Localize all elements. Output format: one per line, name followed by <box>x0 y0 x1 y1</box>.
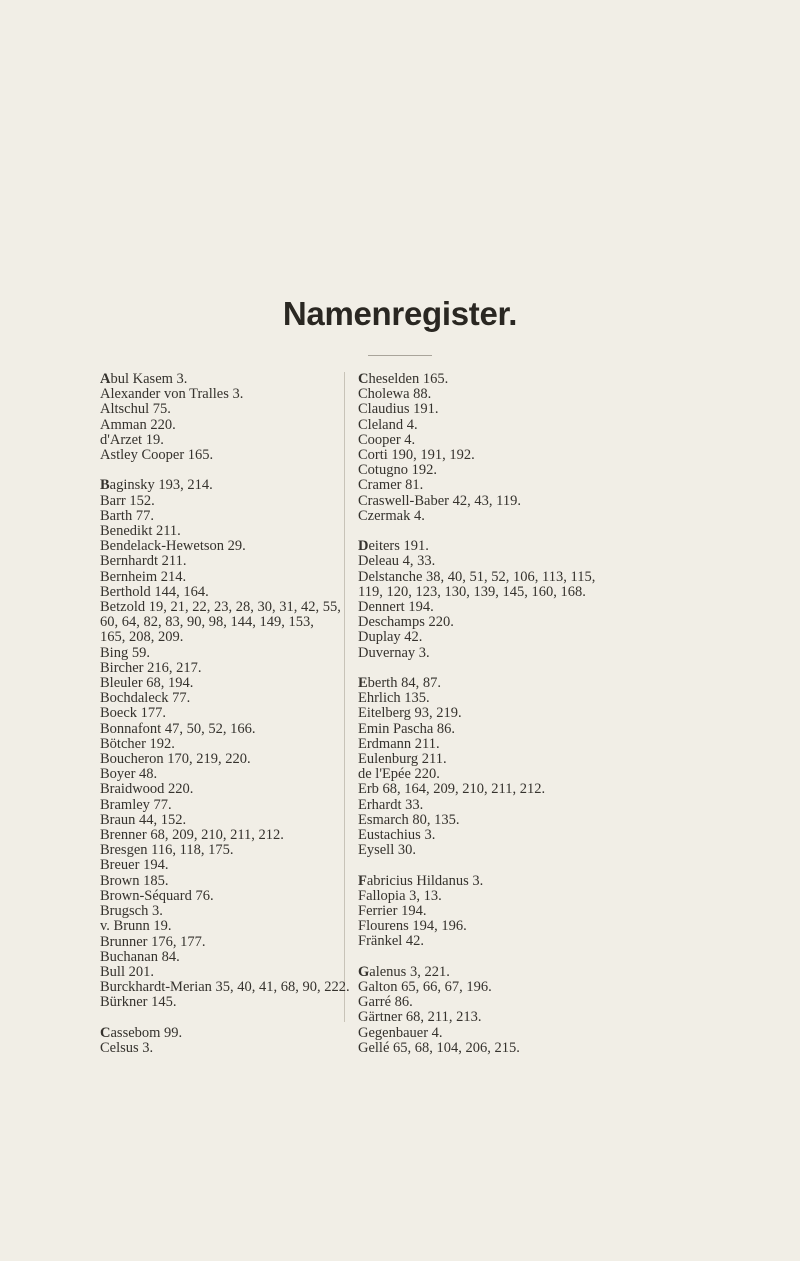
index-entry: Bing 59. <box>100 644 150 661</box>
index-entry: Delstanche 38, 40, 51, 52, 106, 113, 115, <box>358 568 596 585</box>
index-entry: Cheselden 165. <box>358 371 449 387</box>
index-entry: Cholewa 88. <box>358 386 432 403</box>
index-entry: Claudius 191. <box>358 401 439 418</box>
index-entry: Corti 190, 191, 192. <box>358 447 475 464</box>
index-entry: Deschamps 220. <box>358 614 454 631</box>
index-entry: Buchanan 84. <box>100 948 180 965</box>
letter-initial: F <box>358 872 367 889</box>
index-entry: Galton 65, 66, 67, 196. <box>358 979 492 996</box>
letter-initial: D <box>358 538 369 555</box>
index-entry: Celsus 3. <box>100 1039 154 1056</box>
letter-initial: G <box>358 963 370 980</box>
index-letter-group <box>100 1026 345 1056</box>
index-entry: Benedikt 211. <box>100 523 181 540</box>
index-entry: Brugsch 3. <box>100 903 163 920</box>
index-entry: Brown 185. <box>100 872 169 889</box>
index-entry: Bernheim 214. <box>100 568 187 585</box>
index-column-left <box>100 371 350 1071</box>
index-entry: Berthold 144, 164. <box>100 583 209 600</box>
index-entry: Bernhardt 211. <box>100 553 187 570</box>
index-entry: Gegenbauer 4. <box>358 1024 443 1041</box>
index-entry: Breuer 194. <box>100 857 169 874</box>
letter-initial: E <box>358 675 368 692</box>
index-letter-group <box>358 539 703 661</box>
index-entry: Barth 77. <box>100 507 154 524</box>
index-entry: Cleland 4. <box>358 416 418 433</box>
index-entry: Burckhardt-Merian 35, 40, 41, 68, 90, 222. <box>100 979 350 996</box>
index-entry: Bötcher 192. <box>100 735 175 752</box>
index-entry: Duplay 42. <box>358 629 423 646</box>
index-entry: Brown-Séquard 76. <box>100 887 214 904</box>
index-entry: Gärtner 68, 211, 213. <box>358 1009 482 1026</box>
index-entry: Bendelack-Hewetson 29. <box>100 538 246 555</box>
index-entry: de l'Epée 220. <box>358 766 440 783</box>
index-entry: Gellé 65, 68, 104, 206, 215. <box>358 1039 520 1056</box>
index-entry: 60, 64, 82, 83, 90, 98, 144, 149, 153, <box>100 614 314 631</box>
index-entry: Craswell-Baber 42, 43, 119. <box>358 492 521 509</box>
index-entry: Bonnafont 47, 50, 52, 166. <box>100 720 256 737</box>
index-entry: Altschul 75. <box>100 401 171 418</box>
index-entry: Cotugno 192. <box>358 462 437 479</box>
letter-initial: C <box>100 1024 111 1041</box>
index-entry: Deleau 4, 33. <box>358 553 436 570</box>
index-entry: Eysell 30. <box>358 842 416 859</box>
index-entry: Eustachius 3. <box>358 827 436 844</box>
index-entry: Boyer 48. <box>100 766 158 783</box>
index-entry: Deiters 191. <box>358 538 429 555</box>
index-entry: Amman 220. <box>100 416 176 433</box>
index-entry: d'Arzet 19. <box>100 431 164 448</box>
index-entry: Alexander von Tralles 3. <box>100 386 244 403</box>
index-entry: Eulenburg 211. <box>358 751 447 768</box>
index-letter-group <box>100 372 345 463</box>
index-entry: Eitelberg 93, 219. <box>358 705 462 722</box>
index-entry: Betzold 19, 21, 22, 23, 28, 30, 31, 42, 55, <box>100 599 341 616</box>
index-entry: Bull 201. <box>100 963 154 980</box>
index-entry: Garré 86. <box>358 994 413 1011</box>
index-entry: Dennert 194. <box>358 599 434 616</box>
index-entry: Bürkner 145. <box>100 994 177 1011</box>
index-entry: Ferrier 194. <box>358 903 427 920</box>
index-letter-group <box>358 874 703 950</box>
index-entry: Ehrlich 135. <box>358 690 430 707</box>
index-entry: Abul Kasem 3. <box>100 371 188 387</box>
index-entry: Galenus 3, 221. <box>358 963 450 980</box>
index-entry: Boucheron 170, 219, 220. <box>100 751 251 768</box>
index-entry: Barr 152. <box>100 492 155 509</box>
index-entry: Erdmann 211. <box>358 735 440 752</box>
index-entry: Czermak 4. <box>358 507 425 524</box>
index-entry: 119, 120, 123, 130, 139, 145, 160, 168. <box>358 583 586 600</box>
index-entry: Emin Pascha 86. <box>358 720 456 737</box>
index-entry: Bochdaleck 77. <box>100 690 191 707</box>
index-entry: Flourens 194, 196. <box>358 918 467 935</box>
index-entry: Cassebom 99. <box>100 1024 183 1041</box>
index-entry: Fallopia 3, 13. <box>358 887 442 904</box>
index-letter-group <box>358 965 703 1056</box>
title-rule <box>368 355 432 356</box>
index-entry: Fränkel 42. <box>358 933 425 950</box>
index-entry: Bircher 216, 217. <box>100 659 202 676</box>
index-entry: Baginsky 193, 214. <box>100 477 213 494</box>
index-entry: Brunner 176, 177. <box>100 933 206 950</box>
letter-initial: A <box>100 371 111 387</box>
index-entry: Duvernay 3. <box>358 644 430 661</box>
index-entry: Esmarch 80, 135. <box>358 811 460 828</box>
letter-initial: B <box>100 477 110 494</box>
page-title: Namenregister. <box>282 295 518 332</box>
index-entry: Astley Cooper 165. <box>100 447 214 464</box>
index-entry: Boeck 177. <box>100 705 167 722</box>
index-entry: Brenner 68, 209, 210, 211, 212. <box>100 827 284 844</box>
index-entry: Braun 44, 152. <box>100 811 187 828</box>
index-entry: Bleuler 68, 194. <box>100 675 194 692</box>
index-entry: Eberth 84, 87. <box>358 675 441 692</box>
index-letter-group <box>358 372 703 524</box>
index-entry: Braidwood 220. <box>100 781 194 798</box>
index-entry: v. Brunn 19. <box>100 918 172 935</box>
index-column-right <box>358 372 703 1071</box>
index-entry: 165, 208, 209. <box>100 629 184 646</box>
index-entry: Cooper 4. <box>358 431 416 448</box>
index-entry: Bresgen 116, 118, 175. <box>100 842 234 859</box>
index-entry: Bramley 77. <box>100 796 172 813</box>
index-entry: Fabricius Hildanus 3. <box>358 872 484 889</box>
index-letter-group <box>358 676 703 858</box>
index-letter-group <box>100 477 350 1011</box>
letter-initial: C <box>358 371 369 387</box>
index-entry: Erb 68, 164, 209, 210, 211, 212. <box>358 781 546 798</box>
index-entry: Erhardt 33. <box>358 796 424 813</box>
index-entry: Cramer 81. <box>358 477 424 494</box>
